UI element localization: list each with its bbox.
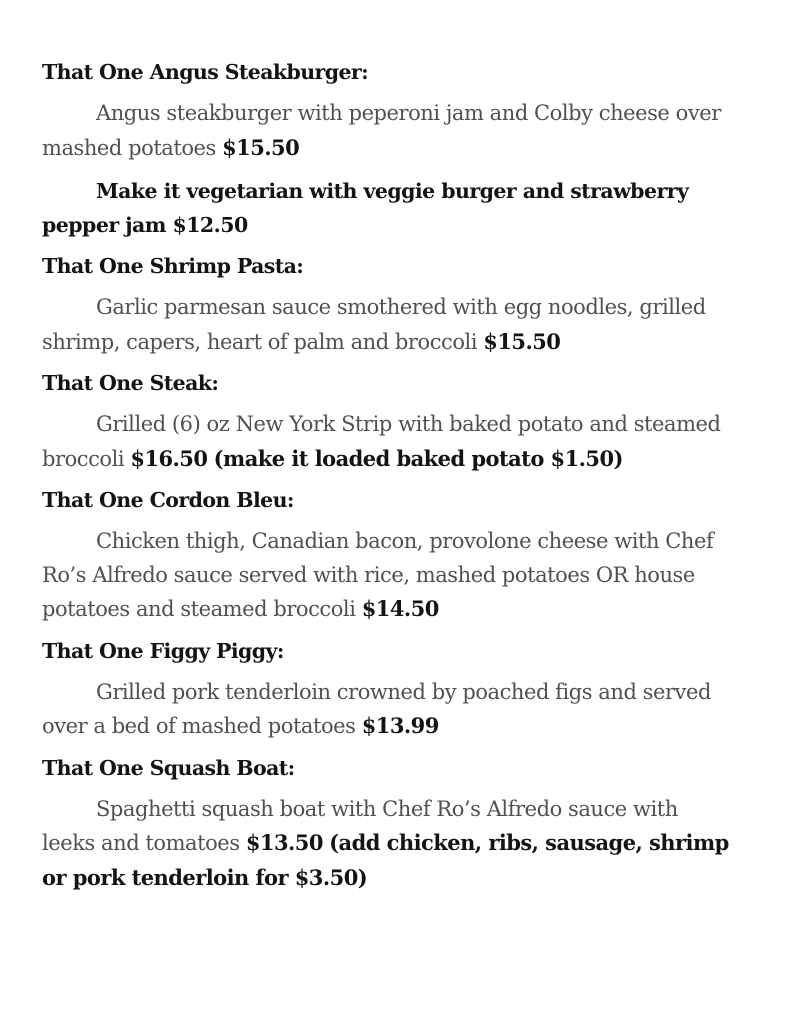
item-price: $15.50 xyxy=(483,328,561,354)
item-price: $13.99 xyxy=(361,713,439,738)
description-text: Spaghetti squash boat with Chef Ro’s Alfredo sauce with leeks and tomatoes xyxy=(42,796,678,855)
item-title: That One Cordon Bleu: xyxy=(42,488,294,512)
vegetarian-option: Make it vegetarian with veggie burger and strawberry pepper jam $12.50 xyxy=(42,179,689,237)
menu-item-cordon-bleu xyxy=(42,484,732,627)
item-title: That One Steak: xyxy=(42,371,219,395)
menu-item-figgy-piggy xyxy=(42,635,732,744)
item-title: That One Angus Steakburger: xyxy=(42,60,369,84)
description-text: Grilled (6) oz New York Strip with baked potato and steamed broccoli xyxy=(42,412,721,471)
item-price: $14.50 xyxy=(361,596,439,621)
description-text: Chicken thigh, Canadian bacon, provolone cheese with Chef Ro’s Alfredo sauce served with rice, mashed potatoes OR house potatoes and steamed broccoli xyxy=(42,529,714,621)
item-price: $15.50 xyxy=(222,134,300,160)
item-description xyxy=(42,525,732,627)
menu-item-steakburger xyxy=(42,56,732,242)
menu-item-steak xyxy=(42,367,732,476)
item-note: (make it loaded baked potato $1.50) xyxy=(213,445,623,471)
description-text: Garlic parmesan sauce smothered with egg noodles, grilled shrimp, capers, heart of palm and broccoli xyxy=(42,295,706,354)
item-price: $16.50 xyxy=(130,445,208,471)
item-description xyxy=(42,97,732,165)
item-price: $13.50 xyxy=(245,830,323,855)
item-description xyxy=(42,676,732,744)
item-description xyxy=(42,793,732,896)
item-title: That One Shrimp Pasta: xyxy=(42,254,304,278)
menu-item-squash-boat xyxy=(42,752,732,896)
item-title: That One Figgy Piggy: xyxy=(42,638,284,663)
description-text: Grilled pork tenderloin crowned by poached figs and served over a bed of mashed potatoes xyxy=(42,679,711,738)
description-text: Angus steakburger with peperoni jam and Colby cheese over mashed potatoes xyxy=(42,101,721,160)
menu-item-shrimp-pasta xyxy=(42,250,732,359)
item-note: (add chicken, ribs, sausage, shrimp or pork tenderloin for $3.50) xyxy=(42,830,729,890)
item-title: That One Squash Boat: xyxy=(42,755,295,780)
item-description xyxy=(42,408,732,476)
item-description xyxy=(42,291,732,359)
